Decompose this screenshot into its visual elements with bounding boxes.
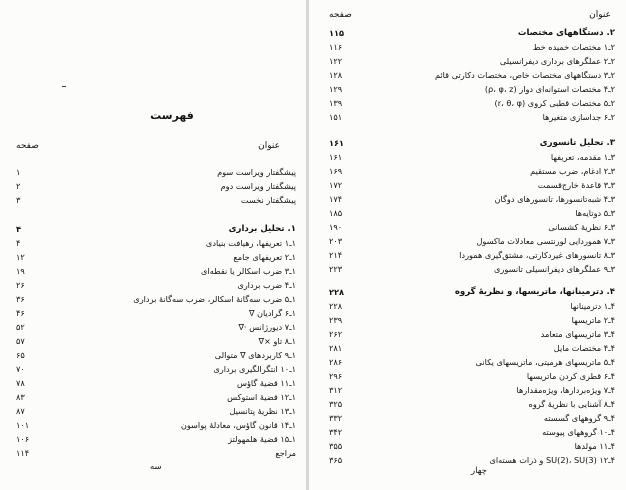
toc-entry: [329, 440, 615, 453]
toc-entry: [329, 55, 615, 68]
toc-entry: [16, 307, 296, 320]
toc-entry-title: ۳ـ۶ نظریهٔ کشسانی: [548, 222, 615, 232]
toc-entry: [329, 235, 615, 248]
toc-entry-title: ۱ـ۷ دیورژانس ·∇: [238, 322, 296, 332]
left-page: [0, 0, 306, 490]
toc-entry: [16, 377, 296, 390]
toc-entry-title: ۱. تحلیل برداری: [228, 224, 296, 234]
toc-entry: [329, 27, 615, 40]
toc-entry: [16, 335, 296, 348]
toc-entry: [329, 179, 615, 192]
toc-entry: [16, 180, 296, 193]
toc-entry: [329, 193, 615, 206]
toc-entry: [329, 97, 615, 110]
toc-entry: [329, 370, 615, 383]
toc-entry-page: ۲۲۸: [329, 287, 344, 297]
toc-entry-page: ۷۸: [16, 378, 25, 388]
toc-entry: [16, 349, 296, 362]
toc-entry: [329, 314, 615, 327]
toc-entry-title: ۴ـ۵ ماتریسهای هرمیتی، ماتریسهای یکانی: [475, 357, 615, 367]
toc-entry: [329, 111, 615, 124]
toc-entry: [329, 151, 615, 164]
toc-entry-page: ۲۳۹: [329, 315, 343, 325]
toc-entry-title: ۱ـ۳ ضرب اسکالر یا نقطه‌ای: [201, 266, 296, 276]
toc-entry-page: ۱۸۵: [329, 208, 343, 218]
toc-entry-title: ۱ـ۸ تاو ×∇: [258, 336, 296, 346]
toc-entry: [329, 249, 615, 262]
toc-entry: [329, 412, 615, 425]
toc-entry-title: ۱ـ۱ تعریفها، رهیافت بنیادی: [205, 238, 296, 248]
toc-entry-page: ۱: [16, 167, 21, 177]
toc-heading: فهرست: [150, 109, 194, 122]
toc-entry-title: ۲ـ۳ دستگاههای مختصات خاص، مختصات دکارتی قائم: [434, 70, 615, 80]
toc-entry-page: ۲۰۳: [329, 236, 343, 246]
toc-entry-title: ۳ـ۴ شبه‌تانسورها، تانسورهای دوگان: [494, 194, 615, 204]
toc-entry-page: ۲۲۳: [329, 264, 343, 274]
toc-entry-title: ۱ـ۱۲ قضیهٔ استوکس: [227, 392, 296, 402]
toc-entry-page: ۲۶: [16, 280, 25, 290]
toc-entry-title: مراجع: [275, 448, 296, 458]
toc-entry-title: ۳ـ۹ عملگرهای دیفرانسیلی تانسوری: [493, 264, 615, 274]
toc-entry-title: ۴ـ۹ گروههای گسسته: [543, 413, 615, 423]
left-folio: سه: [150, 462, 162, 472]
toc-entry-page: ۳: [16, 195, 21, 205]
right-page: [309, 0, 626, 490]
toc-entry-title: ۴ـ۶ قطری کردن ماتریسها: [526, 371, 615, 381]
toc-entry: [16, 405, 296, 418]
toc-entry-title: ۴ـ۱ دترمینانها: [570, 301, 615, 311]
toc-entry-page: ۳۱۲: [329, 385, 343, 395]
toc-entry-page: ۱۷۲: [329, 180, 343, 190]
toc-entry-title: ۱ـ۶ گرادیان ∇: [248, 308, 296, 318]
toc-entry-title: ۱ـ۱۰ انتگرالگیری برداری: [213, 364, 296, 374]
toc-entry-title: پیشگفتار ویراست دوم: [220, 181, 296, 191]
toc-entry: [16, 265, 296, 278]
toc-entry-page: ۱۲: [16, 252, 25, 262]
toc-entry: [329, 41, 615, 54]
toc-entry-title: ۴ـ۱۰ گروههای پیوسته: [542, 427, 615, 437]
toc-entry: [16, 419, 296, 432]
toc-entry-page: ۱۱۴: [16, 448, 30, 458]
toc-entry: [16, 223, 296, 236]
toc-entry-title: ۲ـ۴ مختصات استوانه‌ای دوار (ρ، φ، z): [484, 84, 615, 94]
right-col-title-header: عنوان: [589, 10, 611, 20]
toc-entry-page: ۱۹: [16, 266, 25, 276]
toc-entry-title: ۳ـ۸ تانسورهای غیردکارتی، مشتق‌گیری هموردا: [459, 250, 615, 260]
toc-entry-page: ۱۲۸: [329, 70, 343, 80]
toc-entry-page: ۴: [16, 224, 21, 234]
toc-entry: [16, 166, 296, 179]
toc-entry-page: ۱۶۱: [329, 138, 344, 148]
toc-entry: [329, 426, 615, 439]
toc-entry-page: ۱۲۹: [329, 84, 343, 94]
toc-entry-title: ۲ـ۶ جداسازی متغیرها: [542, 112, 615, 122]
toc-entry-title: ۲. دستگاههای مختصات: [517, 28, 615, 38]
toc-entry-page: ۲: [16, 181, 21, 191]
right-col-page-header: صفحه: [329, 10, 352, 20]
toc-entry-title: ۴ـ۷ ویژه‌بردارها، ویژه‌مقدارها: [516, 385, 615, 395]
toc-entry-title: پیشگفتار ویراست سوم: [217, 167, 296, 177]
toc-entry-title: ۴ـ۱۱ مولدها: [574, 441, 615, 451]
toc-entry: [329, 221, 615, 234]
toc-entry: [16, 194, 296, 207]
toc-entry: [16, 363, 296, 376]
toc-entry-title: ۴ـ۳ ماتریسهای متعامد: [540, 329, 615, 339]
toc-entry: [329, 398, 615, 411]
toc-entry-title: ۱ـ۵ ضرب سه‌گانهٔ اسکالر، ضرب سه‌گانهٔ برداری: [133, 294, 296, 304]
toc-entry: [329, 69, 615, 82]
toc-entry-page: ۱۳۹: [329, 98, 343, 108]
toc-entry-title: ۳ـ۵ دوتایه‌ها: [575, 208, 615, 218]
left-col-page-header: صفحه: [16, 141, 39, 151]
toc-entry: [329, 165, 615, 178]
toc-entry-title: ۴. دترمینانها، ماتریسها، و نظریهٔ گروه: [454, 287, 615, 297]
toc-entry-title: ۲ـ۱ مختصات خمیده خط: [532, 42, 615, 52]
toc-entry-page: ۴۶: [16, 308, 25, 318]
toc-entry: [16, 251, 296, 264]
toc-entry-title: ۳ـ۷ هموردایی لورنتسی معادلات ماکسول: [476, 236, 615, 246]
toc-entry-page: ۱۶۹: [329, 166, 343, 176]
toc-entry-title: ۲ـ۵ مختصات قطبی کروی (r، θ، φ): [494, 98, 615, 108]
toc-entry-page: ۱۷۴: [329, 194, 343, 204]
toc-entry-page: ۲۲۸: [329, 301, 343, 311]
toc-entry-page: ۳۶۵: [329, 455, 343, 465]
toc-entry-title: ۱ـ۹ کاربردهای ∇ متوالی: [214, 350, 296, 360]
toc-entry-title: ۱ـ۱۱ قضیهٔ گاؤس: [236, 378, 296, 388]
toc-entry-page: ۳۲۵: [329, 399, 343, 409]
toc-entry-title: ۱ـ۱۳ نظریهٔ پتانسیل: [229, 406, 296, 416]
toc-entry-page: ۱۱۶: [329, 42, 343, 52]
left-col-title-header: عنوان: [258, 141, 280, 151]
toc-entry-page: ۱۲۲: [329, 56, 343, 66]
toc-entry-page: ۱۹۰: [329, 222, 343, 232]
toc-entry-page: ۸۷: [16, 406, 25, 416]
toc-entry: [16, 279, 296, 292]
toc-entry-page: ۲۸۱: [329, 343, 343, 353]
toc-entry-title: ۳ـ۳ قاعدهٔ خارج‌قسمت: [537, 180, 615, 190]
toc-entry-page: ۵۲: [16, 322, 25, 332]
toc-entry-page: ۵۷: [16, 336, 25, 346]
toc-entry-page: ۲۸۶: [329, 357, 343, 367]
toc-entry-title: ۱ـ۴ ضرب برداری: [237, 280, 296, 290]
toc-entry: [329, 342, 615, 355]
toc-entry-page: ۱۱۵: [329, 28, 344, 38]
toc-entry: [329, 384, 615, 397]
toc-entry-page: ۴: [16, 238, 21, 248]
toc-entry-title: ۲ـ۲ عملگرهای برداری دیفرانسیلی: [499, 56, 615, 66]
toc-entry-title: ۴ـ۱۲ SU(2)، SU(3) و ذرات هسته‌ای: [489, 455, 615, 465]
toc-entry: [329, 286, 615, 299]
toc-entry: [329, 328, 615, 341]
toc-entry: [329, 83, 615, 96]
toc-entry-title: پیشگفتار نخست: [240, 195, 296, 205]
right-folio: چهار: [471, 466, 487, 476]
toc-entry: [329, 356, 615, 369]
toc-entry-page: ۲۶۲: [329, 329, 343, 339]
toc-entry-page: ۲۹۶: [329, 371, 343, 381]
toc-entry: [16, 433, 296, 446]
toc-entry: [329, 207, 615, 220]
toc-entry: [16, 321, 296, 334]
toc-entry-title: ۱ـ۱۵ قضیهٔ هلمهولتز: [228, 434, 296, 444]
toc-entry: [16, 391, 296, 404]
toc-entry-title: ۴ـ۴ مختصات مایل: [553, 343, 615, 353]
toc-entry: [16, 447, 296, 460]
toc-entry-page: ۱۰۱: [16, 420, 30, 430]
toc-entry: [329, 263, 615, 276]
toc-entry-title: ۴ـ۲ ماتریسها: [571, 315, 615, 325]
toc-entry-page: ۳۶: [16, 294, 25, 304]
toc-entry: [16, 237, 296, 250]
toc-entry: [16, 293, 296, 306]
toc-entry: [329, 300, 615, 313]
toc-entry-title: ۳ـ۱ مقدمه، تعریفها: [550, 152, 615, 162]
toc-entry: [329, 137, 615, 150]
toc-entry-page: ۶۵: [16, 350, 25, 360]
stray-mark: [62, 86, 66, 87]
toc-entry-title: ۴ـ۸ آشنایی با نظریهٔ گروه: [528, 399, 615, 409]
toc-entry-page: ۷۰: [16, 364, 25, 374]
toc-entry-page: ۸۳: [16, 392, 25, 402]
toc-entry-page: ۲۱۴: [329, 250, 343, 260]
toc-entry-title: ۱ـ۱۴ قانون گاؤس، معادلهٔ پواسون: [180, 420, 296, 430]
toc-entry-page: ۳۴۲: [329, 427, 343, 437]
toc-entry-page: ۱۶۱: [329, 152, 343, 162]
toc-entry-title: ۱ـ۲ تعریفهای جامع: [233, 252, 296, 262]
toc-entry-page: ۱۵۱: [329, 112, 343, 122]
toc-entry-title: ۳ـ۲ ادغام، ضرب مستقیم: [530, 166, 615, 176]
toc-entry-page: ۳۵۵: [329, 441, 343, 451]
toc-entry-page: ۳۳۲: [329, 413, 343, 423]
toc-entry-page: ۱۰۶: [16, 434, 30, 444]
toc-entry-title: ۳. تحلیل تانسوری: [539, 138, 615, 148]
